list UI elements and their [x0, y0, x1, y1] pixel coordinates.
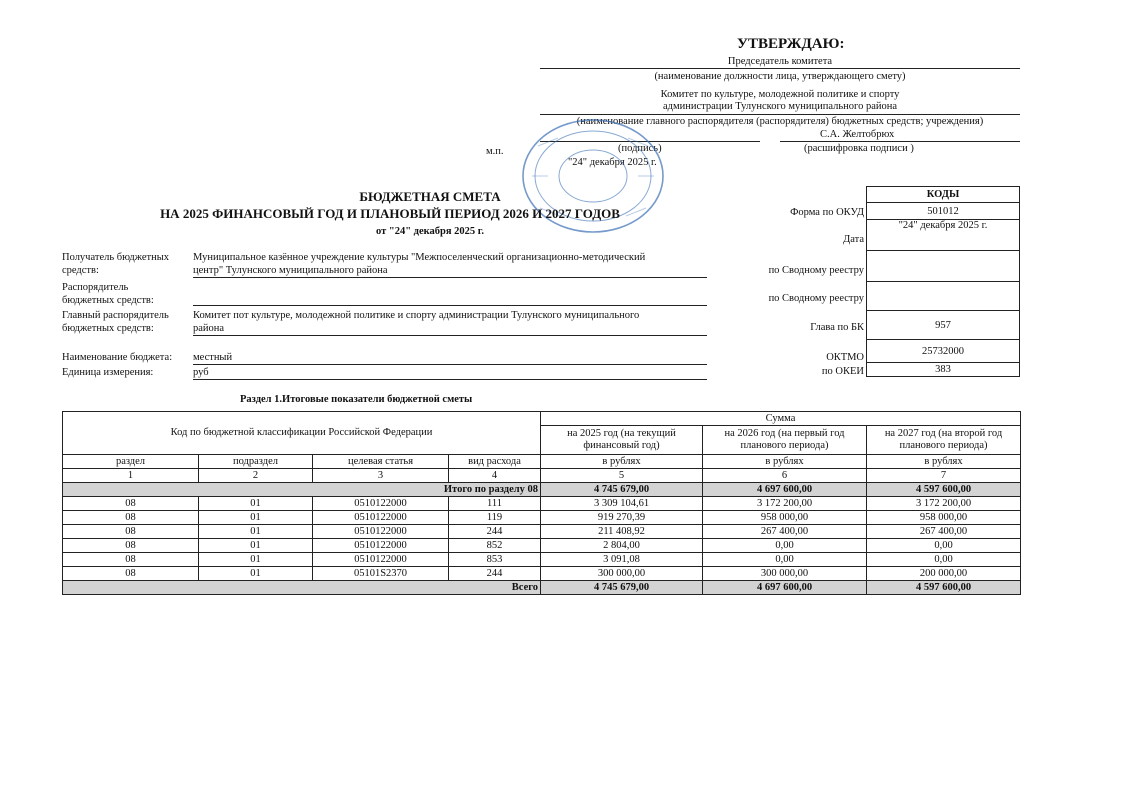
section-title: Раздел 1.Итоговые показатели бюджетной сметы — [240, 394, 473, 405]
cell-vid: 119 — [449, 511, 541, 525]
doc-date: от "24" декабря 2025 г. — [375, 226, 485, 237]
cell-vid: 244 — [449, 567, 541, 581]
oktmo-label: ОКТМО — [826, 352, 864, 363]
col-vid: вид расхода — [449, 455, 541, 469]
rule-unit — [193, 379, 707, 380]
cell-2027: 3 172 200,00 — [867, 497, 1021, 511]
glava-value: 957 — [867, 311, 1020, 340]
sum-header: Сумма — [541, 412, 1021, 426]
cell-2027: 0,00 — [867, 539, 1021, 553]
cell-2026: 958 000,00 — [703, 511, 867, 525]
okud-label: Форма по ОКУД — [790, 207, 864, 218]
svod1-label: по Сводному реестру — [768, 265, 864, 276]
budget-label: Наименование бюджета: — [62, 352, 173, 363]
doc-title-line1: БЮДЖЕТНАЯ СМЕТА — [359, 189, 501, 204]
cell-razdel: 08 — [63, 497, 199, 511]
org-caption: (наименование главного распорядителя (распорядителя) бюджетных средств; учреждения) — [576, 116, 984, 127]
cell-celevaya: 0510122000 — [313, 553, 449, 567]
approver-position: Председатель комитета — [727, 56, 833, 67]
year1-header: на 2025 год (на текущий финансовый год) — [541, 426, 703, 455]
code-header: Код по бюджетной классификации Российской Федерации — [63, 412, 541, 455]
approver-org-line2: администрации Тулунского муниципального района — [662, 101, 898, 112]
date-label: Дата — [843, 234, 864, 245]
cell-vid: 853 — [449, 553, 541, 567]
svod2-value — [867, 282, 1020, 311]
rule-decode — [780, 141, 1020, 142]
approver-org-line1: Комитет по культуре, молодежной политике и спорту — [660, 89, 900, 100]
signature-caption: (подпись) — [618, 143, 662, 154]
recipient-value: Муниципальное казённое учреждение культуры "Межпоселенческий организационно-методический центр" Тулунского муниципального района — [193, 252, 646, 276]
col-rub-1: в рублях — [541, 455, 703, 469]
subtotal-2025: 4 745 679,00 — [541, 483, 703, 497]
cell-2026: 3 172 200,00 — [703, 497, 867, 511]
cell-vid: 244 — [449, 525, 541, 539]
cell-podrazdel: 01 — [199, 539, 313, 553]
position-caption: (наименование должности лица, утверждающего смету) — [654, 71, 906, 82]
cell-celevaya: 0510122000 — [313, 511, 449, 525]
cell-razdel: 08 — [63, 539, 199, 553]
cell-podrazdel: 01 — [199, 511, 313, 525]
table-row — [63, 567, 1021, 581]
total-2026: 4 697 600,00 — [703, 581, 867, 595]
cell-podrazdel: 01 — [199, 497, 313, 511]
cell-2027: 267 400,00 — [867, 525, 1021, 539]
distributor-label: Распорядитель бюджетных средств: — [62, 282, 154, 306]
cell-2027: 200 000,00 — [867, 567, 1021, 581]
col-celevaya: целевая статья — [313, 455, 449, 469]
rule-budget — [193, 364, 707, 365]
table-row — [63, 539, 1021, 553]
total-2025: 4 745 679,00 — [541, 581, 703, 595]
cell-2027: 958 000,00 — [867, 511, 1021, 525]
doc-title-line2: НА 2025 ФИНАНСОВЫЙ ГОД И ПЛАНОВЫЙ ПЕРИОД 2026 И 2027 ГОДОВ — [160, 206, 620, 221]
svod2-label: по Сводному реестру — [768, 293, 864, 304]
subtotal-label: Итого по разделу 08 — [63, 483, 541, 497]
col-num: 3 — [313, 469, 449, 483]
rule-org — [540, 114, 1020, 115]
total-2027: 4 597 600,00 — [867, 581, 1021, 595]
total-row — [63, 581, 1021, 595]
cell-celevaya: 05101S2370 — [313, 567, 449, 581]
col-podrazdel: подраздел — [199, 455, 313, 469]
col-num: 1 — [63, 469, 199, 483]
cell-2026: 267 400,00 — [703, 525, 867, 539]
main-distributor-value: Комитет пот культуре, молодежной политике и спорту администрации Тулунского муниципального района — [193, 310, 640, 334]
cell-podrazdel: 01 — [199, 567, 313, 581]
col-rub-3: в рублях — [867, 455, 1021, 469]
cell-2025: 300 000,00 — [541, 567, 703, 581]
glava-label: Глава по БК — [810, 322, 864, 333]
table-row — [63, 497, 1021, 511]
year2-header: на 2026 год (на первый год планового периода) — [703, 426, 867, 455]
cell-razdel: 08 — [63, 553, 199, 567]
cell-podrazdel: 01 — [199, 553, 313, 567]
main-distributor-label: Главный распорядитель бюджетных средств: — [62, 310, 169, 334]
rule-recipient — [193, 277, 707, 278]
table-row — [63, 553, 1021, 567]
date-value: "24" декабря 2025 г. — [867, 220, 1020, 251]
recipient-label: Получатель бюджетных средств: — [62, 252, 170, 276]
cell-2026: 300 000,00 — [703, 567, 867, 581]
rule-distributor — [193, 305, 707, 306]
cell-2027: 0,00 — [867, 553, 1021, 567]
col-num: 6 — [703, 469, 867, 483]
cell-2026: 0,00 — [703, 553, 867, 567]
okei-label: по ОКЕИ — [821, 366, 864, 377]
decode-caption: (расшифровка подписи ) — [804, 143, 914, 154]
cell-2025: 3 091,08 — [541, 553, 703, 567]
codes-table — [866, 186, 1020, 377]
cell-2025: 919 270,39 — [541, 511, 703, 525]
table-row — [63, 525, 1021, 539]
rule-position — [540, 68, 1020, 69]
column-numbers-row — [63, 469, 1021, 483]
col-rub-2: в рублях — [703, 455, 867, 469]
okei-value: 383 — [867, 363, 1020, 377]
oktmo-value: 25732000 — [867, 340, 1020, 363]
okud-value: 501012 — [867, 203, 1020, 220]
unit-label: Единица измерения: — [62, 367, 154, 378]
cell-razdel: 08 — [63, 511, 199, 525]
cell-podrazdel: 01 — [199, 525, 313, 539]
cell-2025: 211 408,92 — [541, 525, 703, 539]
unit-value: руб — [193, 367, 209, 378]
col-razdel: раздел — [63, 455, 199, 469]
subtotal-2027: 4 597 600,00 — [867, 483, 1021, 497]
budget-value: местный — [193, 352, 233, 363]
cell-2026: 0,00 — [703, 539, 867, 553]
cell-celevaya: 0510122000 — [313, 525, 449, 539]
cell-2025: 3 309 104,61 — [541, 497, 703, 511]
col-num: 5 — [541, 469, 703, 483]
col-num: 7 — [867, 469, 1021, 483]
year3-header: на 2027 год (на второй год планового периода) — [867, 426, 1021, 455]
cell-vid: 111 — [449, 497, 541, 511]
approval-date: "24" декабря 2025 г. — [568, 157, 657, 168]
table-row — [63, 511, 1021, 525]
cell-razdel: 08 — [63, 567, 199, 581]
mp-label: м.п. — [486, 146, 504, 157]
subtotal-2026: 4 697 600,00 — [703, 483, 867, 497]
cell-razdel: 08 — [63, 525, 199, 539]
budget-table — [62, 411, 1021, 595]
cell-celevaya: 0510122000 — [313, 539, 449, 553]
signer-name: С.А. Желтобрюх — [820, 129, 895, 140]
rule-main — [193, 335, 707, 336]
approval-title: УТВЕРЖДАЮ: — [737, 36, 845, 52]
cell-2025: 2 804,00 — [541, 539, 703, 553]
col-num: 4 — [449, 469, 541, 483]
cell-vid: 852 — [449, 539, 541, 553]
codes-header: КОДЫ — [867, 187, 1020, 203]
total-label: Всего — [63, 581, 541, 595]
cell-celevaya: 0510122000 — [313, 497, 449, 511]
subtotal-row — [63, 483, 1021, 497]
svod1-value — [867, 251, 1020, 282]
col-num: 2 — [199, 469, 313, 483]
